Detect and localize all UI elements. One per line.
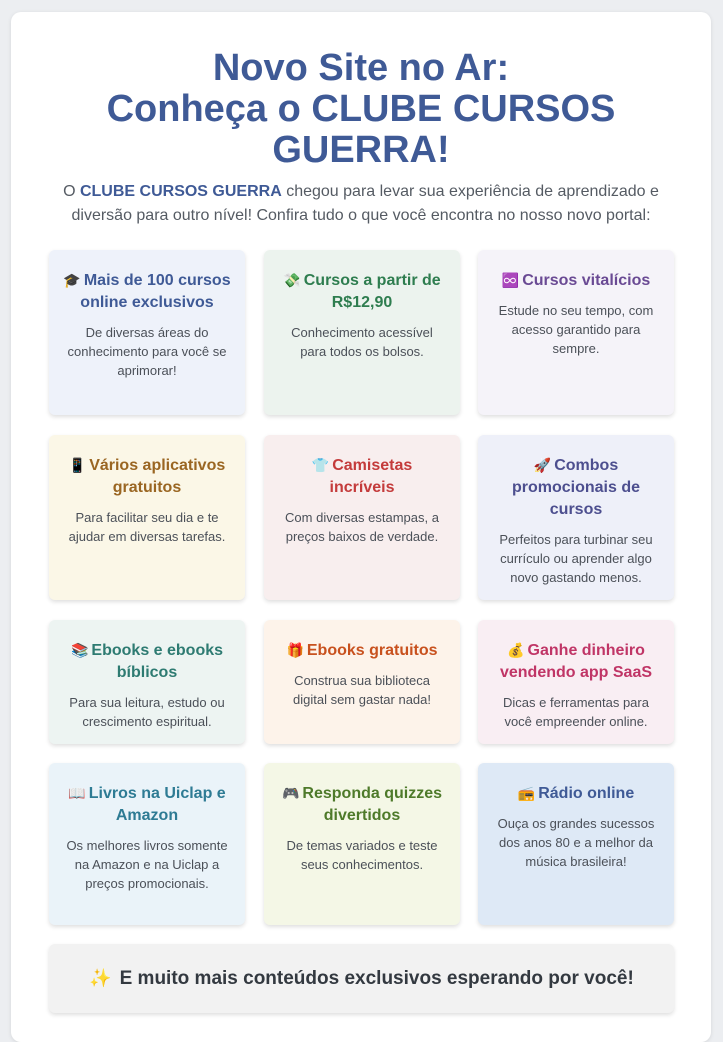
feature-card-description: De diversas áreas do conhecimento para você se aprimorar! [67,325,227,378]
money-bag-icon: 💰 [507,642,525,658]
rocket-icon: 🚀 [533,457,552,473]
feature-card-title [63,269,231,314]
title-line-3: GUERRA! [272,129,450,171]
feature-card-title-text: Responda quizzes divertidos [302,785,442,824]
tshirt-icon: 👕 [311,457,330,473]
feature-card-title-text: Cursos vitalícios [522,272,651,289]
feature-card-description: Ouça os grandes sucessos dos anos 80 e a melhor da música brasileira! [497,816,655,869]
feature-card [49,250,245,415]
feature-card-title [278,454,446,499]
feature-card-title [492,454,660,521]
sparkles-icon: ✨ [89,968,112,988]
open-book-icon: 📖 [68,785,86,801]
feature-card-description: De temas variados e teste seus conhecimentos. [286,838,438,872]
more-content-text: E muito mais conteúdos exclusivos esperando por você! [119,967,634,989]
feature-card-title [63,639,231,684]
intro-prefix: O [63,183,80,200]
feature-card [49,763,245,925]
radio-icon: 📻 [517,785,536,801]
feature-card [49,435,245,600]
feature-card-title-text: Cursos a partir de R$12,90 [303,272,441,311]
feature-card-title [492,782,660,805]
graduation-cap-icon: 🎓 [63,272,81,288]
feature-card-title-text: Ebooks e ebooks bíblicos [91,642,224,681]
feature-card [478,250,674,415]
page-container [11,12,711,1042]
feature-card-description: Perfeitos para turbinar seu currículo ou aprender algo novo gastando menos. [499,532,653,585]
infinity-icon: ♾️ [501,272,520,288]
feature-card [264,763,460,925]
page-title [11,48,711,171]
money-icon: 💸 [283,272,301,288]
feature-card [49,620,245,744]
feature-card-title-text: Livros na Uiclap e Amazon [88,785,226,824]
feature-card-description: Conhecimento acessível para todos os bolsos. [291,325,433,359]
feature-card-description: Dicas e ferramentas para você empreender online. [503,695,649,729]
feature-card-description: Construa sua biblioteca digital sem gastar nada! [292,673,432,707]
feature-card [264,250,460,415]
feature-card-description: Para facilitar seu dia e te ajudar em diversas tarefas. [68,510,226,544]
feature-card-title-text: Ebooks gratuitos [306,642,438,659]
feature-card-title [278,269,446,314]
feature-card-description: Os melhores livros somente na Amazon e na Uiclap a preços promocionais. [66,838,228,891]
intro-suffix: chegou para levar sua experiência de aprendizado e diversão para outro nível! Confira tudo o que você encontra no nosso novo portal: [71,183,659,224]
feature-card-title-text: Vários aplicativos gratuitos [89,457,226,496]
feature-card-title [492,639,660,684]
feature-card-description: Com diversas estampas, a preços baixos de verdade. [285,510,439,544]
feature-card-title [278,782,446,827]
feature-card-description: Estude no seu tempo, com acesso garantido para sempre. [498,303,654,356]
intro-brand: CLUBE CURSOS GUERRA [79,183,282,200]
phone-icon: 📱 [68,457,87,473]
books-icon: 📚 [70,642,89,658]
feature-card-description: Para sua leitura, estudo ou crescimento espiritual. [69,695,225,729]
feature-card [264,620,460,744]
title-line-2: Conheça o CLUBE CURSOS [106,88,616,130]
feature-card-title-text: Combos promocionais de cursos [511,457,641,518]
feature-card [478,435,674,600]
feature-card [478,620,674,744]
feature-card-title-text: Ganhe dinheiro vendendo app SaaS [499,642,653,681]
intro-text [51,180,671,228]
feature-card-title [63,782,231,827]
feature-card-title-text: Rádio online [538,785,635,802]
title-line-1: Novo Site no Ar: [212,47,510,89]
feature-card-title-text: Camisetas incríveis [329,457,413,496]
gift-icon: 🎁 [286,642,304,658]
feature-card-title [63,454,231,499]
feature-card-title-text: Mais de 100 cursos online exclusivos [80,272,231,311]
feature-card [478,763,674,925]
feature-card-title [492,269,660,292]
feature-card [264,435,460,600]
more-content-banner [49,944,674,1013]
game-controller-icon: 🎮 [281,785,300,801]
feature-card-title [278,639,446,662]
